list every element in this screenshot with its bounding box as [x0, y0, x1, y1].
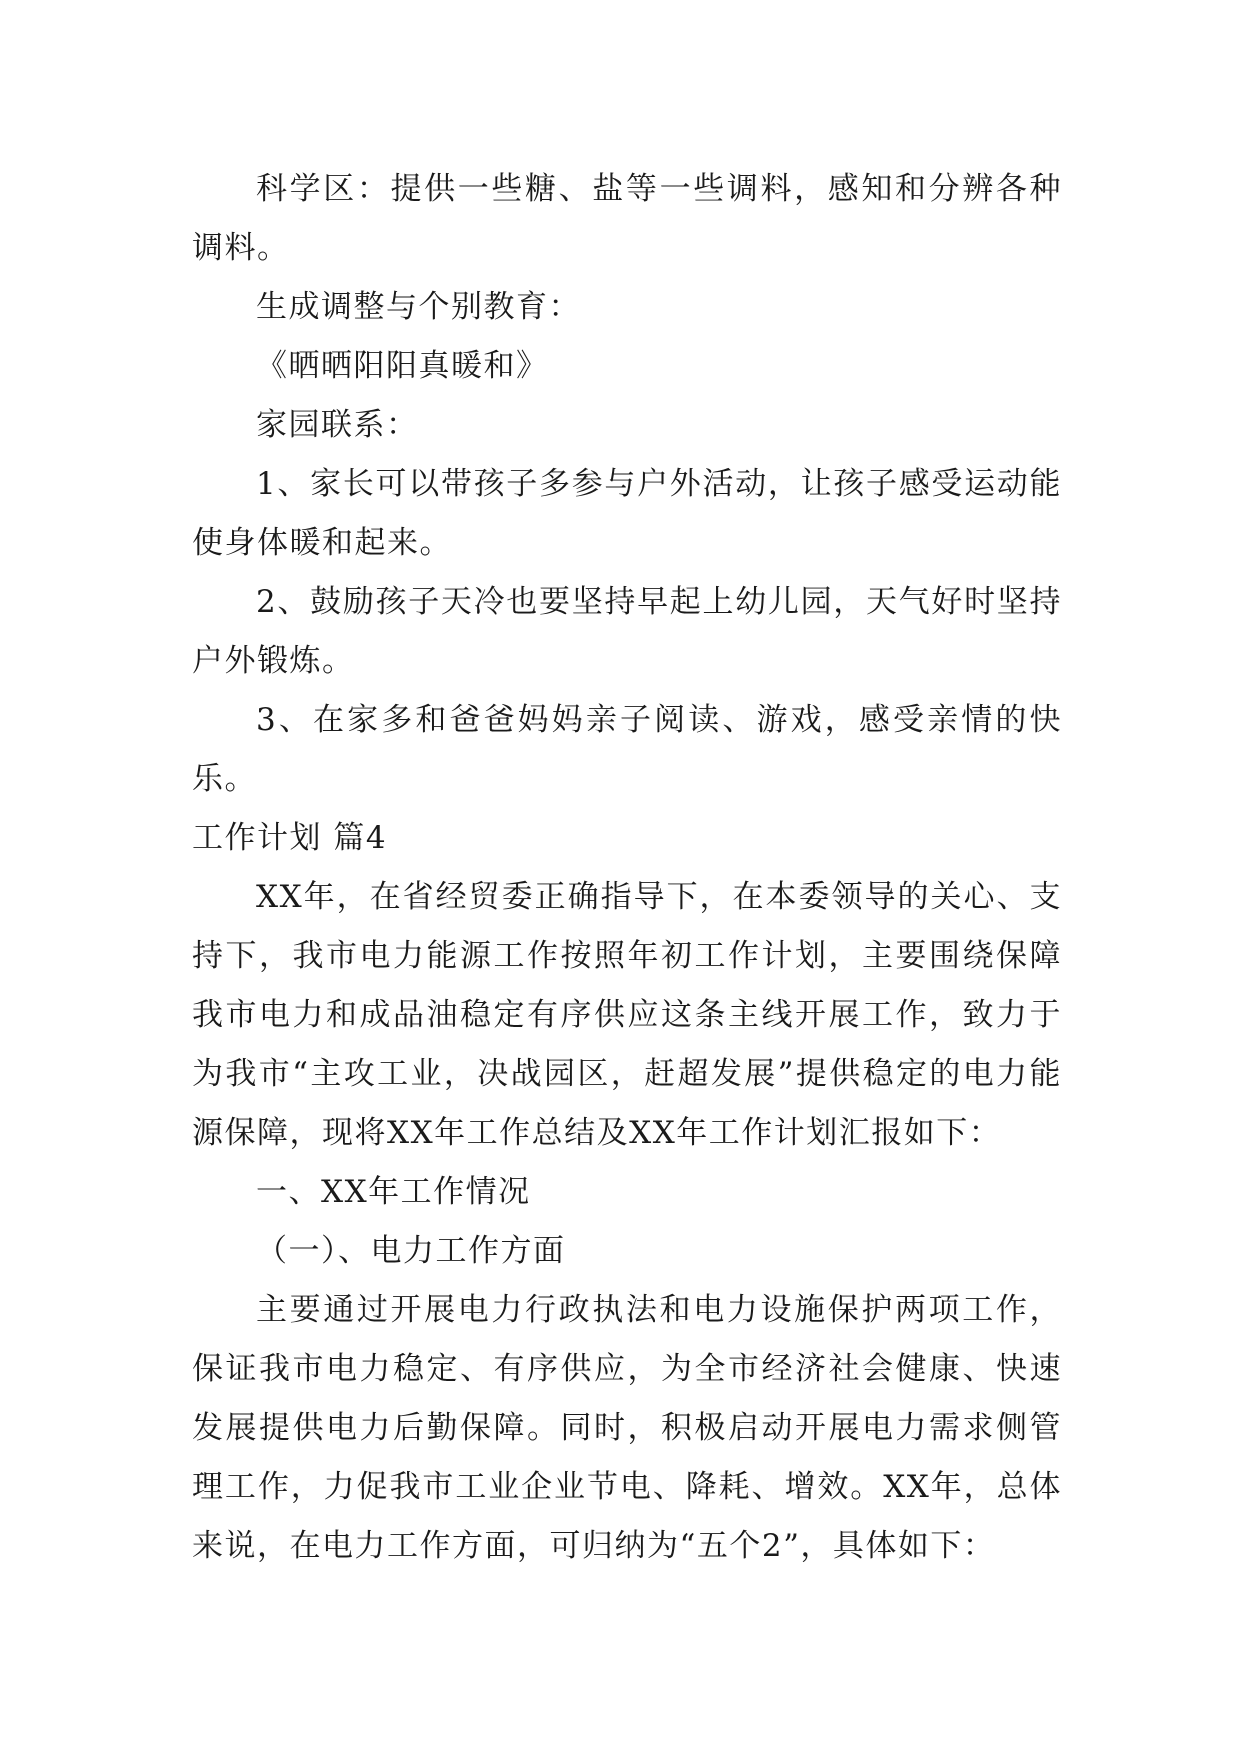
paragraph-part-one-heading: 一、XX年工作情况 — [256, 1174, 531, 1210]
paragraph-subsection-heading: （一）、电力工作方面 — [256, 1233, 566, 1269]
section-title: 工作计划 篇4 — [192, 820, 388, 856]
paragraph-home-contact-heading: 家园联系： — [256, 407, 419, 443]
paragraph-item-1: 1、家长可以带孩子多参与户外活动，让孩子感受运动能使身体暖和起来。 — [192, 466, 1062, 561]
paragraph-item-2: 2、鼓励孩子天冷也要坚持早起上幼儿园，天气好时坚持户外锻炼。 — [192, 584, 1062, 679]
paragraph-item-3: 3、在家多和爸爸妈妈亲子阅读、游戏，感受亲情的快乐。 — [192, 702, 1062, 797]
paragraph-adjustment-heading: 生成调整与个别教育： — [256, 289, 581, 325]
document-body — [192, 160, 1062, 1576]
paragraph-song-title: 《晒晒阳阳真暖和》 — [256, 348, 549, 384]
paragraph-power-work: 主要通过开展电力行政执法和电力设施保护两项工作，保证我市电力稳定、有序供应，为全市经济社会健康、快速发展提供电力后勤保障。同时，积极启动开展电力需求侧管理工作，力促我市工业企业节电、降耗、增效。XX年，总体来说，在电力工作方面，可归纳为“五个2”，具体如下： — [192, 1292, 1062, 1564]
paragraph-intro: XX年，在省经贸委正确指导下，在本委领导的关心、支持下，我市电力能源工作按照年初工作计划，主要围绕保障我市电力和成品油稳定有序供应这条主线开展工作，致力于为我市“主攻工业，决战园区，赶超发展”提供稳定的电力能源保障，现将XX年工作总结及XX年工作计划汇报如下： — [192, 879, 1062, 1151]
paragraph-science-area: 科学区：提供一些糖、盐等一些调料，感知和分辨各种调料。 — [192, 171, 1062, 266]
